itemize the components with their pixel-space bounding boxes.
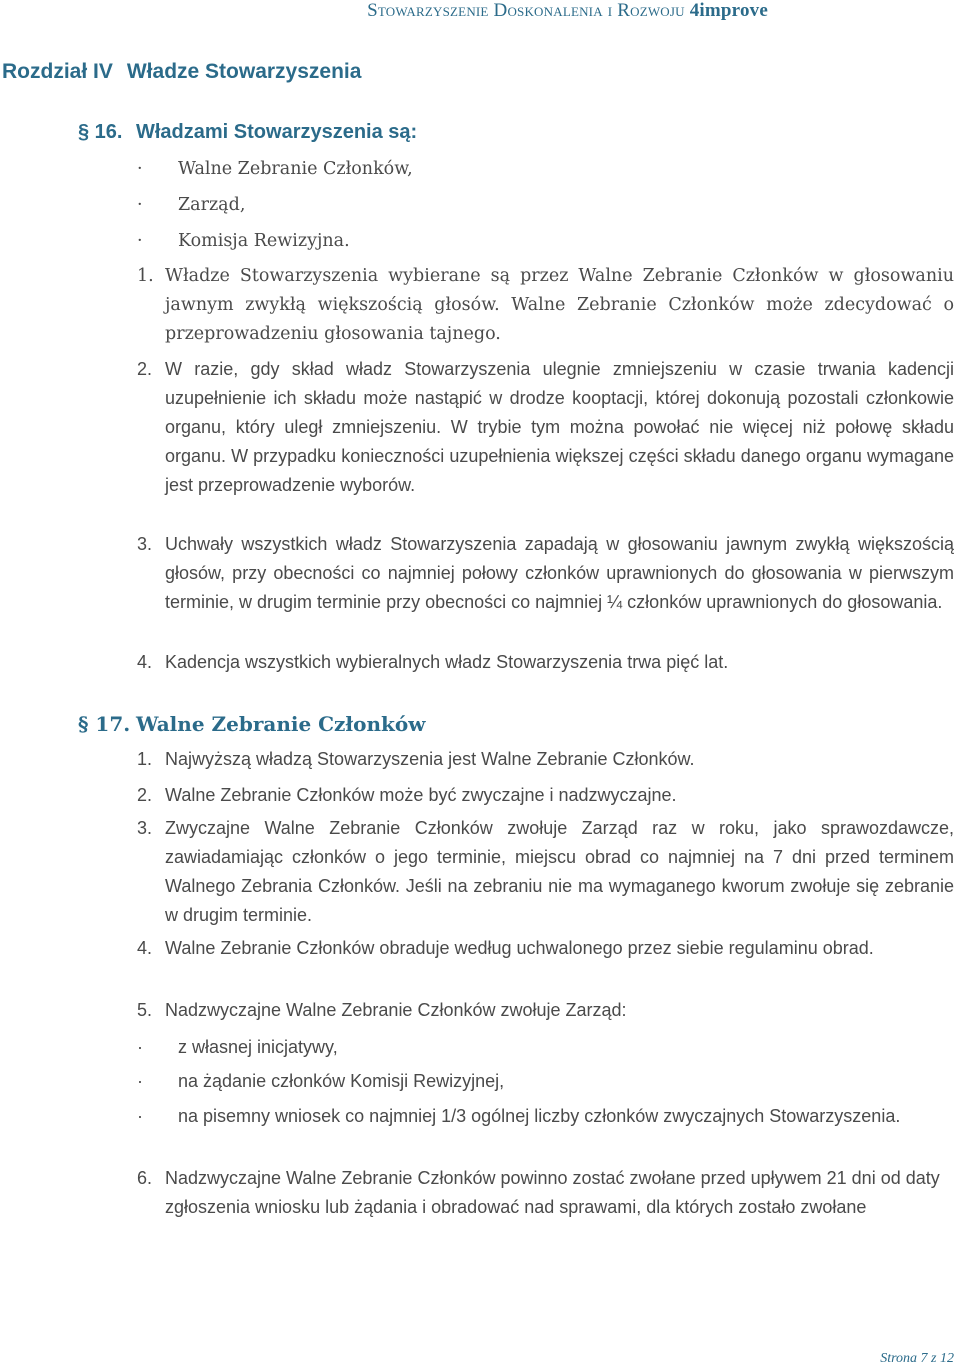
list-item (137, 1067, 954, 1096)
list-item (137, 1033, 954, 1062)
list-item (137, 159, 413, 179)
numbered-paragraph (137, 781, 954, 810)
paragraph-text: Uchwały wszystkich władz Stowarzyszenia zapadają w głosowaniu jawnym zwykłą większością głosów, przy obecności co najmniej połowy członków uprawnionych do głosowania w pierwszym terminie, w drugim terminie przy obecności co najmniej ¼ członków uprawnionych do głosowania. (165, 534, 954, 612)
numbered-paragraph (137, 814, 954, 930)
section-heading (78, 712, 425, 736)
numbered-paragraph (137, 648, 954, 677)
bullet-marker: · (137, 159, 143, 179)
numbered-paragraph (137, 1164, 954, 1222)
paragraph-number: 5. (137, 1000, 153, 1020)
list-item (137, 1102, 954, 1131)
paragraph-text: Władze Stowarzyszenia wybierane są przez Walne Zebranie Członków w głosowaniu jawnym zwykłą większością głosów. Walne Zebranie Członków może zdecydować o przeprowadzeniu głosowania tajnego. (165, 266, 954, 344)
section-title: Władzami Stowarzyszenia są: (136, 121, 418, 143)
bullet-marker: · (137, 231, 143, 251)
paragraph-text: Zwyczajne Walne Zebranie Członków zwołuje Zarząd raz w roku, jako sprawozdawcze, zawiadamiając członków o jego terminie, miejscu obrad co najmniej na 7 dni przed terminem Walnego Zebrania Członków. Jeśli na zebraniu nie ma wymaganego kworum zwołuje się zebranie w drugim terminie. (165, 818, 954, 925)
bullet-marker: · (137, 195, 143, 215)
section-heading (78, 121, 417, 144)
paragraph-number: 2. (137, 785, 153, 805)
list-item-text: Zarząd, (178, 195, 246, 215)
bullet-marker: · (137, 1071, 143, 1091)
paragraph-number: 4. (137, 652, 153, 672)
chapter-heading (2, 60, 361, 84)
page-number: Strona 7 z 12 (880, 1351, 954, 1366)
list-item (137, 195, 245, 215)
paragraph-number: 3. (137, 818, 153, 838)
numbered-paragraph (137, 355, 954, 500)
header-org-name: Stowarzyszenie Doskonalenia i Rozwoju (367, 0, 685, 21)
paragraph-number: 3. (137, 534, 153, 554)
list-item-text: z własnej inicjatywy, (178, 1037, 338, 1057)
bullet-marker: · (137, 1106, 143, 1126)
section-number: § 16. (78, 121, 123, 143)
paragraph-text: Walne Zebranie Członków obraduje według uchwalonego przez siebie regulaminu obrad. (165, 938, 874, 958)
paragraph-text: Walne Zebranie Członków może być zwyczajne i nadzwyczajne. (165, 785, 677, 805)
chapter-number: Rozdział IV (2, 60, 113, 83)
paragraph-number: 6. (137, 1168, 153, 1188)
section-number: § 17. (78, 712, 131, 736)
numbered-paragraph (137, 934, 954, 963)
paragraph-number: 4. (137, 938, 153, 958)
paragraph-number: 1. (137, 749, 153, 769)
header-brand: 4improve (689, 0, 768, 21)
list-item-text: na pisemny wniosek co najmniej 1/3 ogólnej liczby członków zwyczajnych Stowarzyszenia. (178, 1106, 901, 1126)
list-item (137, 231, 350, 251)
list-item-text: Walne Zebranie Członków, (178, 159, 413, 179)
paragraph-text: Nadzwyczajne Walne Zebranie Członków powinno zostać zwołane przed upływem 21 dni od daty zgłoszenia wniosku lub żądania i obradować nad sprawami, dla których zostało zwołane (165, 1168, 940, 1217)
numbered-paragraph (137, 262, 954, 349)
section-title: Walne Zebranie Członków (136, 712, 426, 736)
list-item-text: na żądanie członków Komisji Rewizyjnej, (178, 1071, 505, 1091)
numbered-paragraph (137, 745, 954, 774)
list-item-text: Komisja Rewizyjna. (178, 231, 350, 251)
page-header (367, 0, 768, 22)
chapter-title: Władze Stowarzyszenia (126, 60, 362, 83)
paragraph-number: 2. (137, 359, 153, 379)
paragraph-text: W razie, gdy skład władz Stowarzyszenia ulegnie zmniejszeniu w czasie trwania kadencji uzupełnienie ich składu może nastąpić w drodze kooptacji, której dokonują pozostali członkowie organu, który uległ zmniejszeniu. W trybie tym można powołać nie więcej niż połowę składu organu. W przypadku konieczności uzupełnienia większej części składu danego organu wymagane jest przeprowadzenie wyborów. (165, 359, 954, 495)
numbered-paragraph (137, 996, 954, 1025)
paragraph-text: Kadencja wszystkich wybieralnych władz Stowarzyszenia trwa pięć lat. (165, 652, 729, 672)
bullet-marker: · (137, 1037, 143, 1057)
paragraph-number: 1. (137, 266, 154, 286)
paragraph-text: Nadzwyczajne Walne Zebranie Członków zwołuje Zarząd: (165, 1000, 627, 1020)
paragraph-text: Najwyższą władzą Stowarzyszenia jest Walne Zebranie Członków. (165, 749, 695, 769)
numbered-paragraph (137, 530, 954, 617)
